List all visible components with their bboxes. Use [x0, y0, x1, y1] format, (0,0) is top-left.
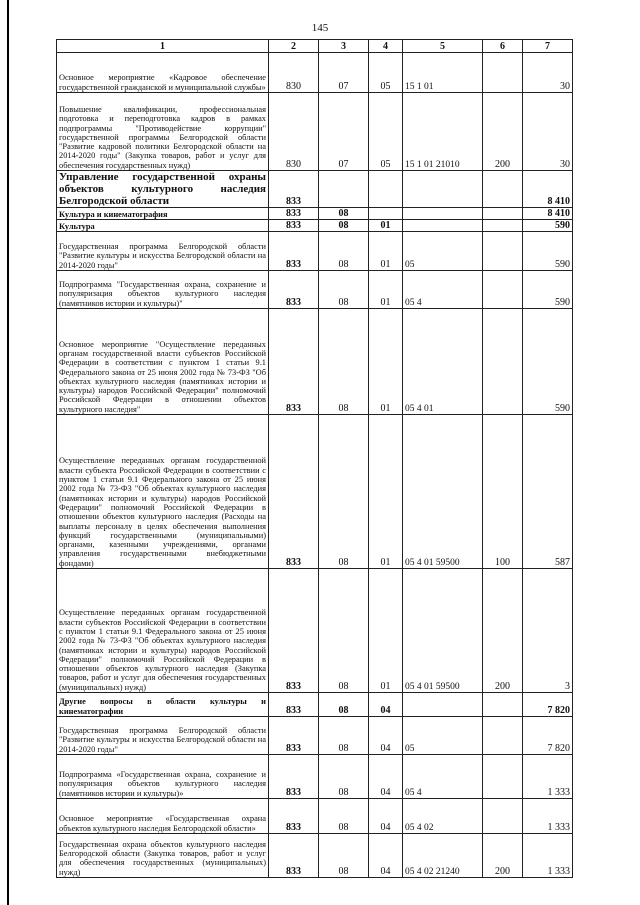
cell-subsection: 04	[369, 717, 403, 755]
cell-expense-type	[483, 171, 523, 208]
cell-target: 05 4 01 59500	[403, 415, 483, 569]
cell-subsection: 04	[369, 693, 403, 717]
page-number: 145	[311, 22, 329, 34]
table-row	[57, 53, 573, 93]
cell-section: 08	[319, 755, 369, 799]
left-margin-line	[7, 0, 9, 905]
table-row	[57, 415, 573, 569]
table-row	[57, 834, 573, 878]
cell-section: 08	[319, 415, 369, 569]
cell-section: 08	[319, 271, 369, 309]
cell-section: 08	[319, 309, 369, 415]
cell-expense-type	[483, 208, 523, 220]
table-row	[57, 208, 573, 220]
cell-section: 08	[319, 208, 369, 220]
cell-expense-type	[483, 717, 523, 755]
col-header-5: 5	[403, 40, 483, 53]
cell-ministry: 833	[269, 569, 319, 693]
row-name: Основное мероприятие "Осуществление переданных органам государственной власти субъектов Российской Федерации в соответствии с пунктом 1 статьи 9.1 Федерального закона от 25 июня 2002 года № 73-ФЗ "Об объектах культурного наследия (памятниках истории и культуры) народов Российской Федерации" полномочий Российской Федерации в отношении объектов культурного наследия"	[57, 309, 269, 415]
cell-target	[403, 693, 483, 717]
col-header-4: 4	[369, 40, 403, 53]
cell-ministry: 833	[269, 208, 319, 220]
cell-ministry: 833	[269, 755, 319, 799]
cell-target: 05 4 01	[403, 309, 483, 415]
cell-ministry: 833	[269, 834, 319, 878]
cell-target: 05	[403, 717, 483, 755]
col-header-6: 6	[483, 40, 523, 53]
table-row	[57, 171, 573, 208]
header-row	[57, 40, 573, 53]
cell-subsection: 04	[369, 799, 403, 834]
cell-section: 08	[319, 693, 369, 717]
cell-expense-type	[483, 53, 523, 93]
cell-section: 08	[319, 799, 369, 834]
cell-amount: 8 410	[523, 208, 573, 220]
table-row	[57, 755, 573, 799]
row-name: Государственная программа Белгородской области "Развитие культуры и искусства Белгородской области на 2014-2020 годы"	[57, 717, 269, 755]
col-header-7: 7	[523, 40, 573, 53]
cell-target: 05	[403, 232, 483, 271]
row-name: Государственная программа Белгородской области "Развитие культуры и искусства Белгородской области на 2014-2020 годы"	[57, 232, 269, 271]
cell-subsection: 01	[369, 415, 403, 569]
row-name: Подпрограмма «Государственная охрана, сохранение и популяризация объектов культурного наследия (памятников истории и культуры)»	[57, 755, 269, 799]
cell-ministry: 833	[269, 415, 319, 569]
cell-amount: 590	[523, 309, 573, 415]
row-name: Культура	[57, 220, 269, 232]
cell-amount: 30	[523, 53, 573, 93]
cell-ministry: 833	[269, 220, 319, 232]
cell-target	[403, 208, 483, 220]
cell-subsection: 05	[369, 53, 403, 93]
table-row	[57, 693, 573, 717]
cell-subsection	[369, 208, 403, 220]
table-row	[57, 799, 573, 834]
cell-amount: 1 333	[523, 799, 573, 834]
cell-expense-type	[483, 271, 523, 309]
cell-amount: 7 820	[523, 693, 573, 717]
cell-target	[403, 171, 483, 208]
cell-amount: 590	[523, 220, 573, 232]
cell-amount: 8 410	[523, 171, 573, 208]
row-name: Осуществление переданных органам государственной власти субъекта Российской Федерации в соответствии с пунктом 1 статьи 9.1 Федерального закона от 25 июня 2002 года № 73-ФЗ "Об объектах культурного наследия (памятниках истории и культуры) народов Российской Федерации" полномочий Российской Федерации в отношении объектов культурного наследия (Расходы на выплаты персоналу в целях обеспечения выполнения функций государственными (муниципальными) органами, казенными учреждениями, органами управления государственными внебюджетными фондами)	[57, 415, 269, 569]
row-name: Осуществление переданных органам государственной власти субъектов Российской Федерации в соответствии с пунктом 1 статьи 9.1 Федерального закона от 25 июня 2002 года № 73-ФЗ "Об объектах культурного наследия (памятниках истории и культуры) народов Российской Федерации" полномочий Российской Федерации в отношении объектов культурного наследия (Закупка товаров, работ и услуг для обеспечения государственных (муниципальных) нужд)	[57, 569, 269, 693]
col-header-2: 2	[269, 40, 319, 53]
cell-subsection: 01	[369, 232, 403, 271]
row-name: Другие вопросы в области культуры и кинематографии	[57, 693, 269, 717]
cell-amount: 1 333	[523, 755, 573, 799]
budget-table	[56, 39, 573, 878]
cell-section: 07	[319, 93, 369, 171]
cell-section	[319, 171, 369, 208]
cell-expense-type	[483, 220, 523, 232]
cell-section: 08	[319, 232, 369, 271]
cell-subsection: 05	[369, 93, 403, 171]
cell-amount: 30	[523, 93, 573, 171]
cell-target	[403, 220, 483, 232]
cell-expense-type	[483, 755, 523, 799]
table-row	[57, 309, 573, 415]
cell-ministry: 830	[269, 53, 319, 93]
cell-subsection: 04	[369, 834, 403, 878]
cell-amount: 587	[523, 415, 573, 569]
table-row	[57, 232, 573, 271]
cell-amount: 590	[523, 271, 573, 309]
cell-target: 05 4	[403, 755, 483, 799]
table-row	[57, 717, 573, 755]
row-name: Управление государственной охраны объектов культурного наследия Белгородской области	[57, 171, 269, 208]
cell-section: 08	[319, 717, 369, 755]
cell-amount: 1 333	[523, 834, 573, 878]
cell-expense-type: 200	[483, 569, 523, 693]
col-header-3: 3	[319, 40, 369, 53]
cell-expense-type	[483, 309, 523, 415]
row-name: Основное мероприятие «Государственная охрана объектов культурного наследия Белгородской области»	[57, 799, 269, 834]
cell-section: 08	[319, 834, 369, 878]
cell-expense-type	[483, 232, 523, 271]
row-name: Государственная охрана объектов культурного наследия Белгородской области (Закупка товаров, работ и услуг для обеспечения государственных (муниципальных) нужд)	[57, 834, 269, 878]
cell-amount: 590	[523, 232, 573, 271]
cell-target: 05 4 02 21240	[403, 834, 483, 878]
cell-subsection: 01	[369, 309, 403, 415]
cell-subsection: 01	[369, 569, 403, 693]
cell-subsection	[369, 171, 403, 208]
cell-section: 07	[319, 53, 369, 93]
cell-ministry: 833	[269, 799, 319, 834]
cell-section: 08	[319, 220, 369, 232]
cell-section: 08	[319, 569, 369, 693]
row-name: Повышение квалификации, профессиональная подготовка и переподготовка кадров в рамках подпрограммы "Противодействие коррупции" государственной программы Белгородской области "Развитие кадровой политики Белгородской области на 2014-2020 годы" (Закупка товаров, работ и услуг для обеспечения государственных нужд)	[57, 93, 269, 171]
cell-target: 15 1 01 21010	[403, 93, 483, 171]
cell-ministry: 833	[269, 717, 319, 755]
cell-target: 15 1 01	[403, 53, 483, 93]
cell-expense-type: 200	[483, 834, 523, 878]
col-header-1: 1	[57, 40, 269, 53]
row-name: Подпрограмма "Государственная охрана, сохранение и популяризация объектов культурного наследия (памятников истории и культуры)"	[57, 271, 269, 309]
cell-ministry: 830	[269, 93, 319, 171]
cell-target: 05 4 01 59500	[403, 569, 483, 693]
row-name: Основное мероприятие «Кадровое обеспечение государственной гражданской и муниципальной службы»	[57, 53, 269, 93]
cell-expense-type	[483, 799, 523, 834]
cell-ministry: 833	[269, 271, 319, 309]
cell-amount: 3	[523, 569, 573, 693]
cell-subsection: 04	[369, 755, 403, 799]
cell-subsection: 01	[369, 220, 403, 232]
cell-amount: 7 820	[523, 717, 573, 755]
cell-ministry: 833	[269, 232, 319, 271]
cell-subsection: 01	[369, 271, 403, 309]
cell-target: 05 4	[403, 271, 483, 309]
table-row	[57, 569, 573, 693]
table-row	[57, 220, 573, 232]
cell-ministry: 833	[269, 171, 319, 208]
cell-ministry: 833	[269, 693, 319, 717]
cell-expense-type: 100	[483, 415, 523, 569]
cell-expense-type: 200	[483, 93, 523, 171]
row-name: Культура и кинематография	[57, 208, 269, 220]
cell-expense-type	[483, 693, 523, 717]
table-row	[57, 93, 573, 171]
cell-ministry: 833	[269, 309, 319, 415]
cell-target: 05 4 02	[403, 799, 483, 834]
table-row	[57, 271, 573, 309]
